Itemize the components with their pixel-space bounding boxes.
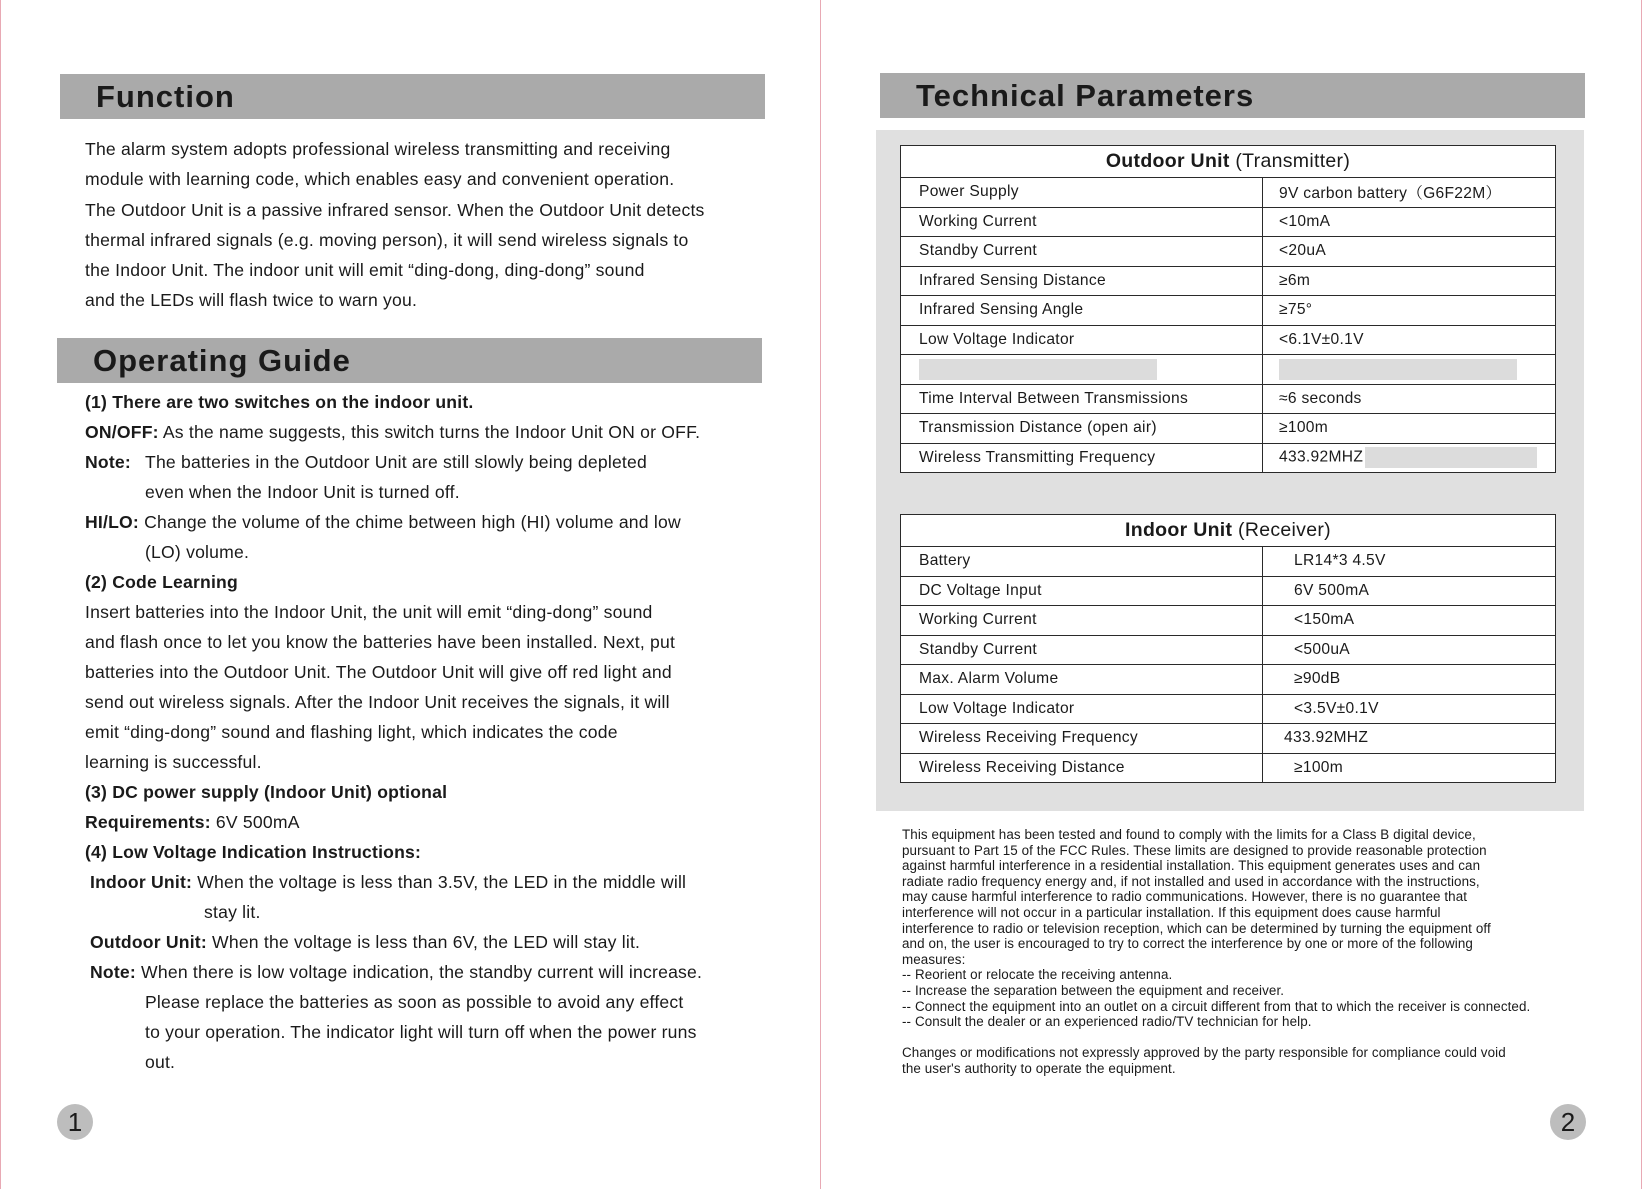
spec-value: <20uA bbox=[1263, 237, 1556, 267]
spec-value: ≥100m bbox=[1263, 414, 1556, 444]
function-line: and the LEDs will flash twice to warn you. bbox=[85, 290, 418, 311]
table-row bbox=[901, 724, 1556, 754]
fcc-line: This equipment has been tested and found to comply with the limits for a Class B digital device, bbox=[902, 827, 1476, 842]
note2-text-cont: out. bbox=[145, 1052, 176, 1072]
table-row bbox=[901, 576, 1556, 606]
note1-text: The batteries in the Outdoor Unit are still slowly being depleted bbox=[145, 452, 647, 472]
table-row bbox=[901, 325, 1556, 355]
spec-value: ≥100m bbox=[1263, 753, 1556, 783]
fcc-line: -- Connect the equipment into an outlet on a circuit different from that to which the receiver is connected. bbox=[902, 998, 1531, 1014]
fcc-line bbox=[902, 1030, 1530, 1046]
indoor-heading-normal: (Receiver) bbox=[1232, 519, 1331, 541]
redacted-key bbox=[901, 355, 1263, 385]
spec-value: 433.92MHZ bbox=[1279, 448, 1364, 466]
requirements-text: 6V 500mA bbox=[210, 812, 300, 832]
spec-key: Max. Alarm Volume bbox=[901, 665, 1263, 695]
hilo-text: Change the volume of the chime between high (HI) volume and low bbox=[138, 512, 681, 532]
spec-value-frequency bbox=[1263, 443, 1556, 473]
function-line: The Outdoor Unit is a passive infrared sensor. When the Outdoor Unit detects bbox=[85, 199, 705, 220]
spec-key: Battery bbox=[901, 547, 1263, 577]
fcc-line: Changes or modifications not expressly approved by the party responsible for compliance could void bbox=[902, 1045, 1506, 1061]
function-paragraph bbox=[85, 134, 705, 316]
table-row bbox=[901, 665, 1556, 695]
redacted-value bbox=[1263, 355, 1556, 385]
requirements-line bbox=[85, 812, 300, 833]
spec-key: Wireless Receiving Frequency bbox=[901, 724, 1263, 754]
technical-parameters-heading: Technical Parameters bbox=[880, 73, 1585, 118]
spec-value: ≈6 seconds bbox=[1263, 384, 1556, 414]
function-line: module with learning code, which enables easy and convenient operation. bbox=[85, 169, 675, 190]
fcc-line: interference will not occur in a particular installation. If this equipment does cause harmful bbox=[902, 904, 1441, 920]
table-row bbox=[901, 296, 1556, 326]
spec-value: LR14*3 4.5V bbox=[1263, 547, 1556, 577]
indoor-unit-line bbox=[90, 872, 686, 893]
spec-key: Standby Current bbox=[901, 635, 1263, 665]
spec-value: 9V carbon battery（G6F22M） bbox=[1263, 178, 1556, 208]
spec-key: Infrared Sensing Angle bbox=[901, 296, 1263, 326]
spec-value: <10mA bbox=[1263, 207, 1556, 237]
outdoor-unit-text: When the voltage is less than 6V, the LED will stay lit. bbox=[206, 932, 641, 952]
requirements-label: Requirements: bbox=[85, 812, 211, 832]
table-row bbox=[901, 384, 1556, 414]
fcc-line: -- Reorient or relocate the receiving antenna. bbox=[902, 967, 1173, 983]
function-line: The alarm system adopts professional wireless transmitting and receiving bbox=[85, 139, 671, 159]
spec-key: Infrared Sensing Distance bbox=[901, 266, 1263, 296]
spec-value: ≥90dB bbox=[1263, 665, 1556, 695]
spec-key: Standby Current bbox=[901, 237, 1263, 267]
spec-value: <500uA bbox=[1263, 635, 1556, 665]
code-learning-heading: (2) Code Learning bbox=[85, 572, 238, 592]
fcc-line: radiate radio frequency energy and, if not installed and used in accordance with the instructions, bbox=[902, 873, 1480, 889]
code-learning-line: send out wireless signals. After the Indoor Unit receives the signals, it will bbox=[85, 692, 670, 712]
indoor-table-heading bbox=[901, 515, 1556, 547]
spec-value: <6.1V±0.1V bbox=[1263, 325, 1556, 355]
fcc-line: pursuant to Part 15 of the FCC Rules. These limits are designed to provide reasonable protection bbox=[902, 842, 1487, 858]
code-learning-line: batteries into the Outdoor Unit. The Outdoor Unit will give off red light and bbox=[85, 662, 672, 682]
outdoor-unit-table bbox=[900, 145, 1556, 473]
table-row bbox=[901, 443, 1556, 473]
table-row bbox=[901, 207, 1556, 237]
fcc-line: against harmful interference in a residential installation. This equipment generates uses and can bbox=[902, 858, 1481, 874]
spec-key: DC Voltage Input bbox=[901, 576, 1263, 606]
spec-key: Time Interval Between Transmissions bbox=[901, 384, 1263, 414]
code-learning-line: learning is successful. bbox=[85, 752, 262, 772]
fcc-line: may cause harmful interference to radio communications. However, there is no guarantee that bbox=[902, 889, 1468, 905]
code-learning-line: emit “ding-dong” sound and flashing light, which indicates the code bbox=[85, 722, 618, 742]
outdoor-heading-bold: Outdoor Unit bbox=[1105, 150, 1230, 172]
table-row bbox=[901, 606, 1556, 636]
hilo-text-cont: (LO) volume. bbox=[145, 542, 250, 562]
spec-value: ≥75° bbox=[1263, 296, 1556, 326]
function-heading: Function bbox=[60, 74, 765, 119]
indoor-unit-text-cont: stay lit. bbox=[204, 902, 261, 922]
page-number-2: 2 bbox=[1550, 1104, 1586, 1140]
spec-key: Transmission Distance (open air) bbox=[901, 414, 1263, 444]
function-line: the Indoor Unit. The indoor unit will emit “ding-dong, ding-dong” sound bbox=[85, 260, 645, 281]
indoor-heading-bold: Indoor Unit bbox=[1125, 519, 1233, 541]
table-row bbox=[901, 237, 1556, 267]
code-learning-line: Insert batteries into the Indoor Unit, the unit will emit “ding-dong” sound bbox=[85, 602, 653, 622]
code-learning-line: and flash once to let you know the batteries have been installed. Next, put bbox=[85, 632, 676, 652]
spec-key: Low Voltage Indicator bbox=[901, 694, 1263, 724]
dc-power-heading: (3) DC power supply (Indoor Unit) optional bbox=[85, 782, 448, 802]
hilo-line bbox=[85, 512, 681, 533]
spec-key: Wireless Transmitting Frequency bbox=[901, 443, 1263, 473]
spec-key: Working Current bbox=[901, 606, 1263, 636]
note2-line bbox=[90, 962, 702, 983]
table-row bbox=[901, 178, 1556, 208]
spec-value: ≥6m bbox=[1263, 266, 1556, 296]
spec-key: Power Supply bbox=[901, 178, 1263, 208]
table-row bbox=[901, 753, 1556, 783]
fcc-statement bbox=[902, 827, 1530, 1077]
page-divider bbox=[820, 0, 821, 1189]
outdoor-table-heading bbox=[901, 146, 1556, 178]
indoor-unit-label: Indoor Unit: bbox=[90, 872, 193, 892]
switches-heading: (1) There are two switches on the indoor unit. bbox=[85, 392, 474, 412]
page-edge-left bbox=[0, 0, 1, 1189]
note2-text-cont: to your operation. The indicator light will turn off when the power runs bbox=[145, 1022, 697, 1042]
spec-value: <3.5V±0.1V bbox=[1263, 694, 1556, 724]
note1-text-cont: even when the Indoor Unit is turned off. bbox=[145, 482, 460, 502]
fcc-line: and on, the user is encouraged to try to correct the interference by one or more of the following bbox=[902, 936, 1473, 952]
spec-key: Working Current bbox=[901, 207, 1263, 237]
table-row bbox=[901, 547, 1556, 577]
spec-value: 433.92MHZ bbox=[1263, 724, 1556, 754]
hilo-label: HI/LO: bbox=[85, 512, 139, 532]
note2-text-cont: Please replace the batteries as soon as possible to avoid any effect bbox=[145, 992, 684, 1012]
fcc-line: -- Increase the separation between the equipment and receiver. bbox=[902, 982, 1285, 998]
function-line: thermal infrared signals (e.g. moving person), it will send wireless signals to bbox=[85, 229, 689, 250]
note1-label: Note: bbox=[85, 452, 131, 472]
note1-line bbox=[85, 452, 131, 473]
spec-value: 6V 500mA bbox=[1263, 576, 1556, 606]
onoff-line bbox=[85, 422, 700, 443]
table-row bbox=[901, 266, 1556, 296]
spec-key: Wireless Receiving Distance bbox=[901, 753, 1263, 783]
page-number-1: 1 bbox=[57, 1104, 93, 1140]
operating-guide-heading: Operating Guide bbox=[57, 338, 762, 383]
spec-key: Low Voltage Indicator bbox=[901, 325, 1263, 355]
outdoor-unit-label: Outdoor Unit: bbox=[90, 932, 207, 952]
note2-text: When there is low voltage indication, the standby current will increase. bbox=[135, 962, 703, 982]
table-row bbox=[901, 694, 1556, 724]
low-voltage-heading: (4) Low Voltage Indication Instructions: bbox=[85, 842, 422, 862]
table-row bbox=[901, 635, 1556, 665]
fcc-line: interference to radio or television reception, which can be determined by turning the equipment off bbox=[902, 920, 1491, 936]
outdoor-heading-normal: (Transmitter) bbox=[1229, 150, 1351, 172]
table-row bbox=[901, 414, 1556, 444]
spec-value: <150mA bbox=[1263, 606, 1556, 636]
indoor-unit-text: When the voltage is less than 3.5V, the LED in the middle will bbox=[192, 872, 687, 892]
fcc-line: -- Consult the dealer or an experienced radio/TV technician for help. bbox=[902, 1014, 1312, 1030]
onoff-text: As the name suggests, this switch turns the Indoor Unit ON or OFF. bbox=[158, 422, 701, 442]
fcc-line: measures: bbox=[902, 951, 966, 967]
table-row-redacted bbox=[901, 355, 1556, 385]
note2-label: Note: bbox=[90, 962, 136, 982]
indoor-unit-table bbox=[900, 514, 1556, 783]
onoff-label: ON/OFF: bbox=[85, 422, 159, 442]
outdoor-unit-line bbox=[90, 932, 640, 953]
fcc-line: the user's authority to operate the equipment. bbox=[902, 1060, 1176, 1076]
